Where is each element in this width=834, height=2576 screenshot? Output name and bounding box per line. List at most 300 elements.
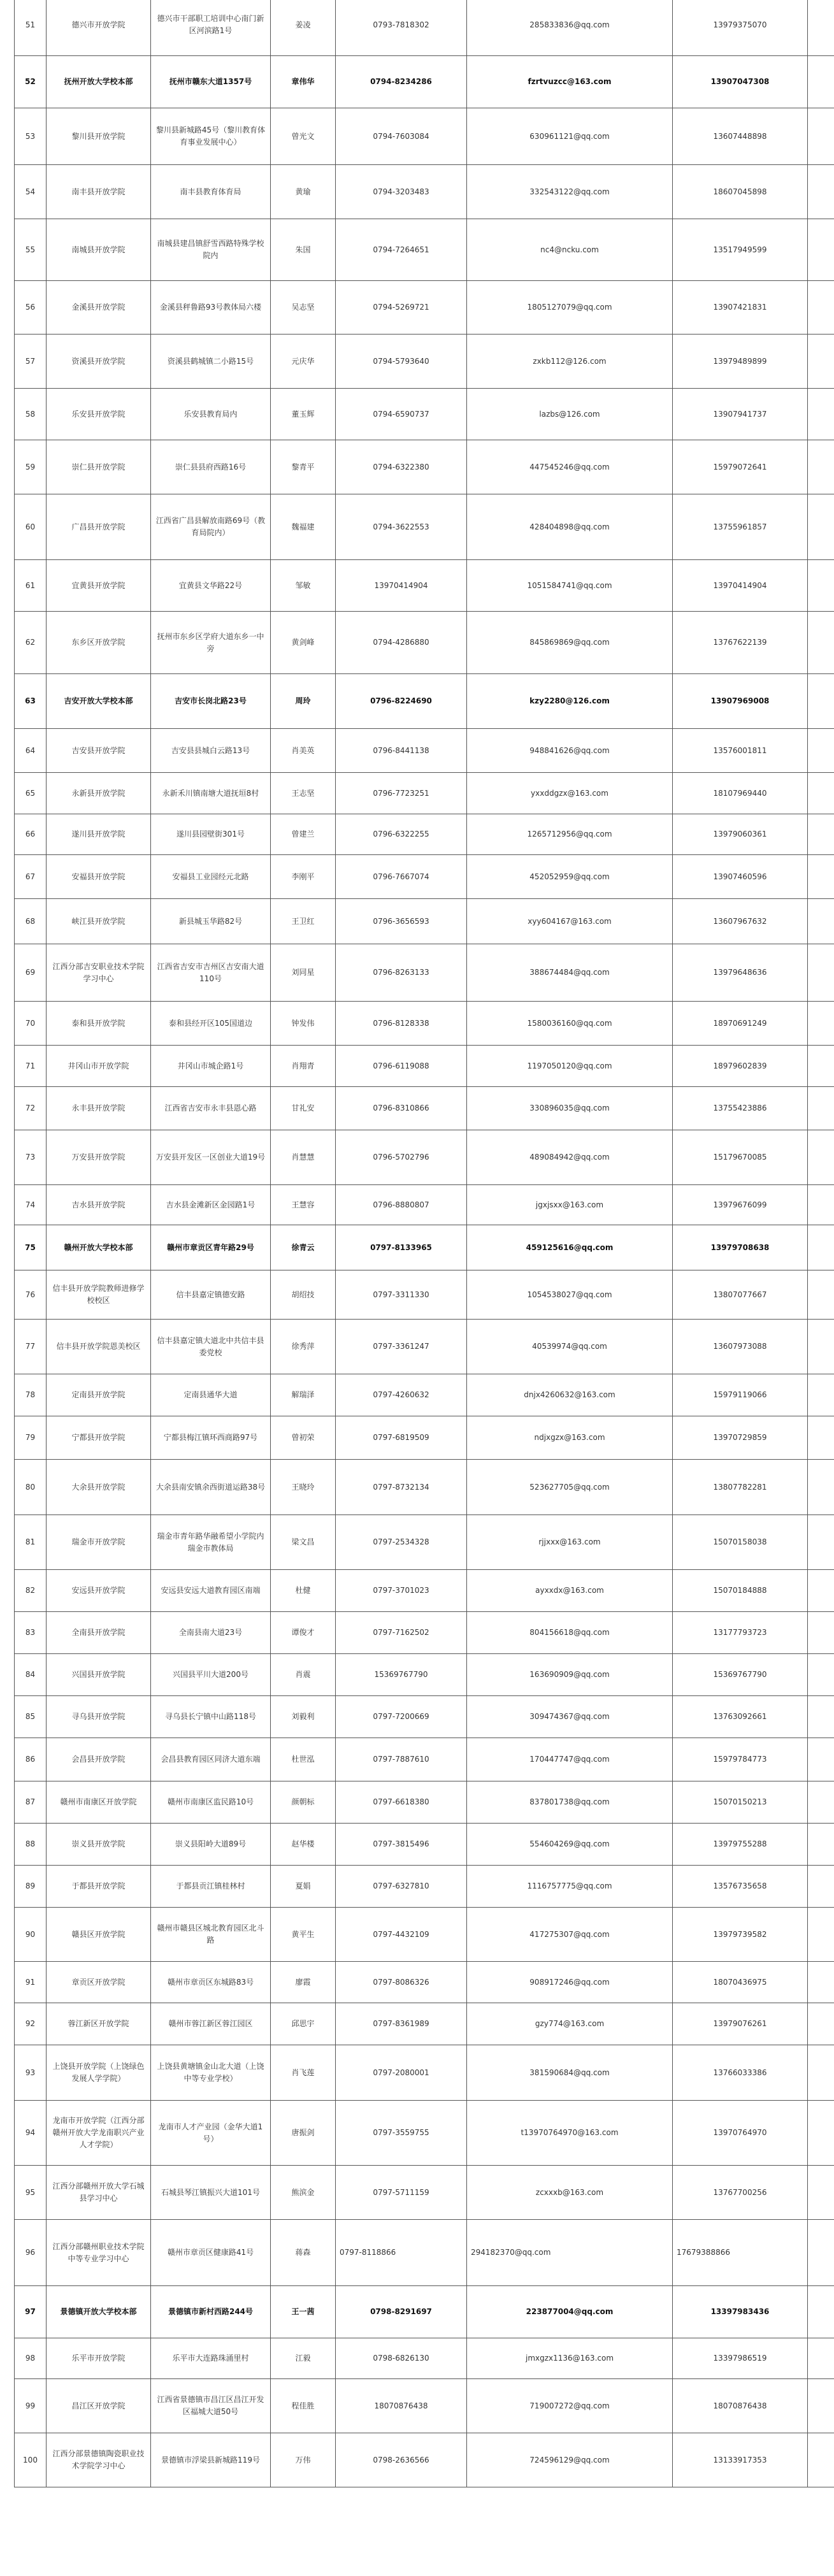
- address-cell: 安福县工业园经元北路: [151, 855, 271, 899]
- mobile-cell: 13767622139: [673, 612, 808, 674]
- row-number-cell: 70: [15, 1002, 47, 1046]
- phone-cell: 0797-4432109: [336, 1908, 467, 1962]
- table-row: [15, 1824, 834, 1866]
- mobile-cell: 13177793723: [673, 1612, 808, 1654]
- school-name-cell: 永丰县开放学院: [47, 1087, 151, 1130]
- empty-cell: [808, 1781, 834, 1824]
- phone-cell: 0794-4286880: [336, 612, 467, 674]
- address-cell: 新县城玉华路82号: [151, 899, 271, 944]
- contact-person-cell: 王志坚: [271, 773, 336, 814]
- empty-cell: [808, 1612, 834, 1654]
- row-number-cell: 87: [15, 1781, 47, 1824]
- phone-cell: 0796-8128338: [336, 1002, 467, 1046]
- row-number-cell: 54: [15, 165, 47, 219]
- contact-person-cell: 梁文昌: [271, 1515, 336, 1570]
- email-cell: 428404898@qq.com: [467, 494, 673, 560]
- school-name-cell: 江西分部赣州开放大学石城县学习中心: [47, 2166, 151, 2220]
- phone-cell: 0797-3815496: [336, 1824, 467, 1866]
- table-row: [15, 0, 834, 56]
- row-number-cell: 83: [15, 1612, 47, 1654]
- school-name-cell: 定南县开放学院: [47, 1374, 151, 1416]
- email-cell: 417275307@qq.com: [467, 1908, 673, 1962]
- address-cell: 赣州市南康区监民路10号: [151, 1781, 271, 1824]
- contact-person-cell: 江毅: [271, 2338, 336, 2379]
- phone-cell: 0796-3656593: [336, 899, 467, 944]
- row-number-cell: 94: [15, 2101, 47, 2166]
- contact-person-cell: 黄剑峰: [271, 612, 336, 674]
- contact-person-cell: 解瑞泽: [271, 1374, 336, 1416]
- email-cell: gzy774@163.com: [467, 2003, 673, 2045]
- email-cell: ayxxdx@163.com: [467, 1570, 673, 1612]
- row-number-cell: 99: [15, 2379, 47, 2433]
- empty-cell: [808, 494, 834, 560]
- empty-cell: [808, 335, 834, 389]
- contact-person-cell: 甘礼安: [271, 1087, 336, 1130]
- contact-person-cell: 魏福建: [271, 494, 336, 560]
- school-name-cell: 万安县开放学院: [47, 1130, 151, 1185]
- row-number-cell: 76: [15, 1270, 47, 1320]
- address-cell: 信丰县嘉定镇大道北中共信丰县委党校: [151, 1320, 271, 1374]
- phone-cell: 0797-8361989: [336, 2003, 467, 2045]
- contact-person-cell: 肖翔青: [271, 1046, 336, 1087]
- school-name-cell: 井冈山市开放学院: [47, 1046, 151, 1087]
- row-number-cell: 56: [15, 281, 47, 335]
- school-name-cell: 江西分部赣州职业技术学院中等专业学习中心: [47, 2220, 151, 2286]
- contact-person-cell: 刘毅利: [271, 1696, 336, 1738]
- phone-cell: 0796-8263133: [336, 944, 467, 1002]
- phone-cell: 0796-7723251: [336, 773, 467, 814]
- table-row: [15, 1416, 834, 1460]
- row-number-cell: 97: [15, 2286, 47, 2338]
- row-number-cell: 78: [15, 1374, 47, 1416]
- table-row: [15, 1185, 834, 1225]
- phone-cell: 0797-4260632: [336, 1374, 467, 1416]
- contact-person-cell: 蒋森: [271, 2220, 336, 2286]
- contact-person-cell: 万伟: [271, 2433, 336, 2487]
- school-name-cell: 江西分部吉安职业技术学院学习中心: [47, 944, 151, 1002]
- address-cell: 会昌县教育园区同济大道东端: [151, 1738, 271, 1781]
- contact-person-cell: 吴志坚: [271, 281, 336, 335]
- row-number-cell: 52: [15, 56, 47, 108]
- contact-person-cell: 董玉辉: [271, 389, 336, 440]
- table-row: [15, 2433, 834, 2487]
- contact-person-cell: 王一茜: [271, 2286, 336, 2338]
- address-cell: 寻乌县长宁镇中山路118号: [151, 1696, 271, 1738]
- phone-cell: 0798-6826130: [336, 2338, 467, 2379]
- school-name-cell: 乐平市开放学院: [47, 2338, 151, 2379]
- mobile-cell: 13397983436: [673, 2286, 808, 2338]
- row-number-cell: 53: [15, 108, 47, 165]
- table-row: [15, 389, 834, 440]
- phone-cell: 0797-2534328: [336, 1515, 467, 1570]
- contact-person-cell: 肖飞莲: [271, 2045, 336, 2101]
- mobile-cell: 13970729859: [673, 1416, 808, 1460]
- phone-cell: 0794-3622553: [336, 494, 467, 560]
- mobile-cell: 13576001811: [673, 729, 808, 773]
- mobile-cell: 13607973088: [673, 1320, 808, 1374]
- table-row: [15, 1130, 834, 1185]
- table-row: [15, 2101, 834, 2166]
- contact-person-cell: 黎青平: [271, 440, 336, 494]
- school-name-cell: 崇仁县开放学院: [47, 440, 151, 494]
- row-number-cell: 98: [15, 2338, 47, 2379]
- table-row: [15, 1654, 834, 1696]
- school-name-cell: 大余县开放学院: [47, 1460, 151, 1515]
- address-cell: 赣州市章贡区东城路83号: [151, 1962, 271, 2003]
- row-number-cell: 68: [15, 899, 47, 944]
- table-row: [15, 2220, 834, 2286]
- contact-person-cell: 杜健: [271, 1570, 336, 1612]
- school-name-cell: 泰和县开放学院: [47, 1002, 151, 1046]
- mobile-cell: 13807782281: [673, 1460, 808, 1515]
- table-row: [15, 1460, 834, 1515]
- empty-cell: [808, 165, 834, 219]
- address-cell: 江西省吉安市永丰县恩心路: [151, 1087, 271, 1130]
- school-name-cell: 景德镇开放大学校本部: [47, 2286, 151, 2338]
- phone-cell: 0796-8880807: [336, 1185, 467, 1225]
- empty-cell: [808, 108, 834, 165]
- address-cell: 南丰县教育体育局: [151, 165, 271, 219]
- address-cell: 宁都县梅江镇环西商路97号: [151, 1416, 271, 1460]
- row-number-cell: 86: [15, 1738, 47, 1781]
- empty-cell: [808, 56, 834, 108]
- school-name-cell: 兴国县开放学院: [47, 1654, 151, 1696]
- mobile-cell: 17679388866: [673, 2220, 808, 2286]
- row-number-cell: 81: [15, 1515, 47, 1570]
- row-number-cell: 77: [15, 1320, 47, 1374]
- mobile-cell: 13576735658: [673, 1866, 808, 1908]
- address-cell: 乐安县教育局内: [151, 389, 271, 440]
- row-number-cell: 51: [15, 0, 47, 56]
- table-row: [15, 814, 834, 855]
- contact-person-cell: 王慧容: [271, 1185, 336, 1225]
- row-number-cell: 95: [15, 2166, 47, 2220]
- address-cell: 井冈山市城企路1号: [151, 1046, 271, 1087]
- mobile-cell: 13979375070: [673, 0, 808, 56]
- phone-cell: 0796-6322255: [336, 814, 467, 855]
- row-number-cell: 60: [15, 494, 47, 560]
- address-cell: 景德镇市浮梁县新城路119号: [151, 2433, 271, 2487]
- school-name-cell: 峡江县开放学院: [47, 899, 151, 944]
- table-row: [15, 1781, 834, 1824]
- phone-cell: 0797-3361247: [336, 1320, 467, 1374]
- school-name-cell: 江西分部景德镇陶瓷职业技术学院学习中心: [47, 2433, 151, 2487]
- phone-cell: 0796-8310866: [336, 1087, 467, 1130]
- address-cell: 金溪县秤鲁路93号教体局六楼: [151, 281, 271, 335]
- school-name-cell: 遂川县开放学院: [47, 814, 151, 855]
- empty-cell: [808, 1866, 834, 1908]
- empty-cell: [808, 1460, 834, 1515]
- table-row: [15, 1962, 834, 2003]
- contact-person-cell: 邹敏: [271, 560, 336, 612]
- phone-cell: 0797-6618380: [336, 1781, 467, 1824]
- row-number-cell: 62: [15, 612, 47, 674]
- email-cell: jmxgzx1136@163.com: [467, 2338, 673, 2379]
- address-cell: 赣州市赣县区城北教育园区北斗路: [151, 1908, 271, 1962]
- email-cell: 554604269@qq.com: [467, 1824, 673, 1866]
- email-cell: 40539974@qq.com: [467, 1320, 673, 1374]
- email-cell: zcxxxb@163.com: [467, 2166, 673, 2220]
- row-number-cell: 80: [15, 1460, 47, 1515]
- school-name-cell: 资溪县开放学院: [47, 335, 151, 389]
- empty-cell: [808, 560, 834, 612]
- phone-cell: 0798-8291697: [336, 2286, 467, 2338]
- row-number-cell: 85: [15, 1696, 47, 1738]
- empty-cell: [808, 1320, 834, 1374]
- mobile-cell: 18070436975: [673, 1962, 808, 2003]
- table-row: [15, 899, 834, 944]
- address-cell: 泰和县经开区105国道边: [151, 1002, 271, 1046]
- row-number-cell: 88: [15, 1824, 47, 1866]
- row-number-cell: 57: [15, 335, 47, 389]
- phone-cell: 0794-5269721: [336, 281, 467, 335]
- row-number-cell: 89: [15, 1866, 47, 1908]
- phone-cell: 15369767790: [336, 1654, 467, 1696]
- email-cell: 1116757775@qq.com: [467, 1866, 673, 1908]
- table-row: [15, 2286, 834, 2338]
- phone-cell: 0797-8086326: [336, 1962, 467, 2003]
- mobile-cell: 13766033386: [673, 2045, 808, 2101]
- mobile-cell: 13767700256: [673, 2166, 808, 2220]
- phone-cell: 0794-7603084: [336, 108, 467, 165]
- address-cell: 赣州市蓉江新区蓉江园区: [151, 2003, 271, 2045]
- email-cell: 948841626@qq.com: [467, 729, 673, 773]
- table-row: [15, 1696, 834, 1738]
- contact-person-cell: 熊滨金: [271, 2166, 336, 2220]
- contact-person-cell: 刘同星: [271, 944, 336, 1002]
- table-row: [15, 335, 834, 389]
- address-cell: 龙南市人才产业园（金华大道1号）: [151, 2101, 271, 2166]
- phone-cell: 0797-8118866: [336, 2220, 467, 2286]
- email-cell: 330896035@qq.com: [467, 1087, 673, 1130]
- row-number-cell: 100: [15, 2433, 47, 2487]
- table-row: [15, 165, 834, 219]
- email-cell: t13970764970@163.com: [467, 2101, 673, 2166]
- phone-cell: 0797-8732134: [336, 1460, 467, 1515]
- mobile-cell: 13763092661: [673, 1696, 808, 1738]
- contact-person-cell: 钟发伟: [271, 1002, 336, 1046]
- contact-person-cell: 唐振剑: [271, 2101, 336, 2166]
- row-number-cell: 90: [15, 1908, 47, 1962]
- empty-cell: [808, 440, 834, 494]
- contact-person-cell: 谭俊才: [271, 1612, 336, 1654]
- contact-person-cell: 颜朝标: [271, 1781, 336, 1824]
- contact-person-cell: 廖霞: [271, 1962, 336, 2003]
- mobile-cell: 13607967632: [673, 899, 808, 944]
- email-cell: 804156618@qq.com: [467, 1612, 673, 1654]
- address-cell: 宜黄县文华路22号: [151, 560, 271, 612]
- address-cell: 抚州市东乡区学府大道东乡一中旁: [151, 612, 271, 674]
- phone-cell: 0794-8234286: [336, 56, 467, 108]
- school-name-cell: 蓉江新区开放学院: [47, 2003, 151, 2045]
- table-row: [15, 1087, 834, 1130]
- contact-person-cell: 邱思宇: [271, 2003, 336, 2045]
- school-name-cell: 全南县开放学院: [47, 1612, 151, 1654]
- empty-cell: [808, 2220, 834, 2286]
- address-cell: 景德镇市新村西路244号: [151, 2286, 271, 2338]
- empty-cell: [808, 1130, 834, 1185]
- email-cell: fzrtvuzcc@163.com: [467, 56, 673, 108]
- row-number-cell: 82: [15, 1570, 47, 1612]
- mobile-cell: 13133917353: [673, 2433, 808, 2487]
- school-name-cell: 瑞金市开放学院: [47, 1515, 151, 1570]
- mobile-cell: 13979076261: [673, 2003, 808, 2045]
- mobile-cell: 13907421831: [673, 281, 808, 335]
- phone-cell: 0794-7264651: [336, 219, 467, 281]
- empty-cell: [808, 1002, 834, 1046]
- phone-cell: 18070876438: [336, 2379, 467, 2433]
- contact-person-cell: 徐秀萍: [271, 1320, 336, 1374]
- contact-person-cell: 王卫红: [271, 899, 336, 944]
- phone-cell: 0797-5711159: [336, 2166, 467, 2220]
- empty-cell: [808, 1225, 834, 1270]
- row-number-cell: 75: [15, 1225, 47, 1270]
- contact-person-cell: 程佳胜: [271, 2379, 336, 2433]
- table-row: [15, 1046, 834, 1087]
- phone-cell: 0796-7667074: [336, 855, 467, 899]
- address-cell: 江西省广昌县解放南路69号（教育局院内）: [151, 494, 271, 560]
- email-cell: 719007272@qq.com: [467, 2379, 673, 2433]
- row-number-cell: 93: [15, 2045, 47, 2101]
- address-cell: 资溪县鹤城镇二小路15号: [151, 335, 271, 389]
- address-cell: 抚州市赣东大道1357号: [151, 56, 271, 108]
- mobile-cell: 13907969008: [673, 674, 808, 729]
- email-cell: 332543122@qq.com: [467, 165, 673, 219]
- phone-cell: 0796-6119088: [336, 1046, 467, 1087]
- contact-person-cell: 曾光文: [271, 108, 336, 165]
- table-row: [15, 440, 834, 494]
- phone-cell: 0797-7200669: [336, 1696, 467, 1738]
- table-row: [15, 1908, 834, 1962]
- email-cell: 1054538027@qq.com: [467, 1270, 673, 1320]
- school-name-cell: 昌江区开放学院: [47, 2379, 151, 2433]
- mobile-cell: 13907047308: [673, 56, 808, 108]
- phone-cell: 0794-5793640: [336, 335, 467, 389]
- table-row: [15, 2166, 834, 2220]
- table-row: [15, 729, 834, 773]
- empty-cell: [808, 899, 834, 944]
- mobile-cell: 13979648636: [673, 944, 808, 1002]
- empty-cell: [808, 2166, 834, 2220]
- school-name-cell: 信丰县开放学院恩美校区: [47, 1320, 151, 1374]
- email-cell: 223877004@qq.com: [467, 2286, 673, 2338]
- phone-cell: 0793-7818302: [336, 0, 467, 56]
- mobile-cell: 15179670085: [673, 1130, 808, 1185]
- empty-cell: [808, 2045, 834, 2101]
- table-row: [15, 560, 834, 612]
- mobile-cell: 15070184888: [673, 1570, 808, 1612]
- row-number-cell: 65: [15, 773, 47, 814]
- school-name-cell: 抚州开放大学校本部: [47, 56, 151, 108]
- address-cell: 崇义县阳岭大道89号: [151, 1824, 271, 1866]
- empty-cell: [808, 219, 834, 281]
- email-cell: 489084942@qq.com: [467, 1130, 673, 1185]
- mobile-cell: 18979602839: [673, 1046, 808, 1087]
- email-cell: 381590684@qq.com: [467, 2045, 673, 2101]
- mobile-cell: 15070158038: [673, 1515, 808, 1570]
- empty-cell: [808, 674, 834, 729]
- email-cell: 523627705@qq.com: [467, 1460, 673, 1515]
- mobile-cell: 13907460596: [673, 855, 808, 899]
- email-cell: 388674484@qq.com: [467, 944, 673, 1002]
- table-row: [15, 281, 834, 335]
- phone-cell: 0797-3701023: [336, 1570, 467, 1612]
- empty-cell: [808, 1416, 834, 1460]
- empty-cell: [808, 729, 834, 773]
- table-row: [15, 2338, 834, 2379]
- school-name-cell: 赣州市南康区开放学院: [47, 1781, 151, 1824]
- mobile-cell: 18970691249: [673, 1002, 808, 1046]
- contact-person-cell: 元庆华: [271, 335, 336, 389]
- contact-person-cell: 王晓玲: [271, 1460, 336, 1515]
- email-cell: ndjxgzx@163.com: [467, 1416, 673, 1460]
- address-cell: 赣州市章贡区健康路41号: [151, 2220, 271, 2286]
- phone-cell: 0797-7887610: [336, 1738, 467, 1781]
- email-cell: xyy604167@163.com: [467, 899, 673, 944]
- empty-cell: [808, 2003, 834, 2045]
- empty-cell: [808, 814, 834, 855]
- row-number-cell: 67: [15, 855, 47, 899]
- email-cell: 294182370@qq.com: [467, 2220, 673, 2286]
- empty-cell: [808, 1962, 834, 2003]
- table-row: [15, 1225, 834, 1270]
- phone-cell: 0797-6327810: [336, 1866, 467, 1908]
- empty-cell: [808, 1824, 834, 1866]
- row-number-cell: 55: [15, 219, 47, 281]
- mobile-cell: 18070876438: [673, 2379, 808, 2433]
- mobile-cell: 18607045898: [673, 165, 808, 219]
- address-cell: 江西省景德镇市昌江区昌江开发区福城大道50号: [151, 2379, 271, 2433]
- email-cell: 837801738@qq.com: [467, 1781, 673, 1824]
- mobile-cell: 15979784773: [673, 1738, 808, 1781]
- email-cell: 1580036160@qq.com: [467, 1002, 673, 1046]
- mobile-cell: 13397986519: [673, 2338, 808, 2379]
- empty-cell: [808, 389, 834, 440]
- contact-person-cell: 曾建兰: [271, 814, 336, 855]
- mobile-cell: 15070150213: [673, 1781, 808, 1824]
- email-cell: 170447747@qq.com: [467, 1738, 673, 1781]
- row-number-cell: 96: [15, 2220, 47, 2286]
- contact-person-cell: 赵华楼: [271, 1824, 336, 1866]
- contact-person-cell: 朱国: [271, 219, 336, 281]
- table-row: [15, 2379, 834, 2433]
- address-cell: 永新禾川镇南塘大道抚垣8村: [151, 773, 271, 814]
- address-cell: 上饶县黄塘镇金山北大道（上饶中等专业学校）: [151, 2045, 271, 2101]
- mobile-cell: 13755423886: [673, 1087, 808, 1130]
- school-name-cell: 宁都县开放学院: [47, 1416, 151, 1460]
- mobile-cell: 13979489899: [673, 335, 808, 389]
- contact-person-cell: 黄瑜: [271, 165, 336, 219]
- table-row: [15, 944, 834, 1002]
- table-row: [15, 56, 834, 108]
- empty-cell: [808, 612, 834, 674]
- address-cell: 兴国县平川大道200号: [151, 1654, 271, 1696]
- row-number-cell: 61: [15, 560, 47, 612]
- mobile-cell: 15979119066: [673, 1374, 808, 1416]
- empty-cell: [808, 1654, 834, 1696]
- contact-person-cell: 肖慧慧: [271, 1130, 336, 1185]
- contact-person-cell: 章伟华: [271, 56, 336, 108]
- email-cell: 447545246@qq.com: [467, 440, 673, 494]
- school-name-cell: 龙南市开放学院（江西分部赣州开放大学龙南职兴产业人才学院）: [47, 2101, 151, 2166]
- email-cell: 724596129@qq.com: [467, 2433, 673, 2487]
- row-number-cell: 59: [15, 440, 47, 494]
- contact-person-cell: 夏娟: [271, 1866, 336, 1908]
- contact-person-cell: 姜凌: [271, 0, 336, 56]
- email-cell: 845869869@qq.com: [467, 612, 673, 674]
- school-name-cell: 宜黄县开放学院: [47, 560, 151, 612]
- address-cell: 万安县开发区一区创业大道19号: [151, 1130, 271, 1185]
